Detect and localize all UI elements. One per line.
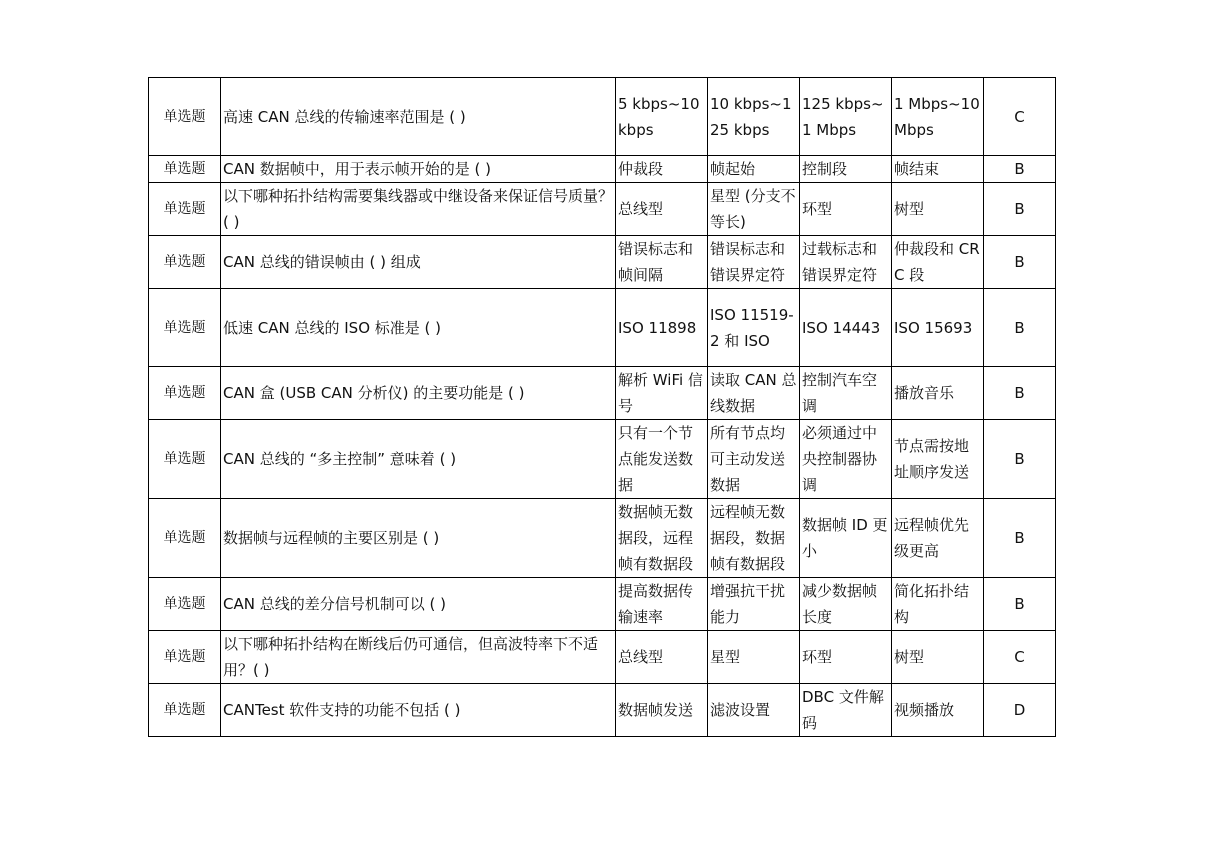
option-a-cell: 5 kbps~10 kbps xyxy=(616,78,708,156)
option-a-cell: 仲裁段 xyxy=(616,156,708,183)
option-c-cell: 控制段 xyxy=(800,156,892,183)
option-c-cell: 过载标志和错误界定符 xyxy=(800,236,892,289)
question-text-cell: CAN 总线的 “多主控制” 意味着 ( ) xyxy=(221,420,616,499)
question-text-cell: 低速 CAN 总线的 ISO 标准是 ( ) xyxy=(221,289,616,367)
option-c-cell: DBC 文件解码 xyxy=(800,684,892,737)
option-b-cell: 滤波设置 xyxy=(708,684,800,737)
answer-cell: B xyxy=(984,289,1056,367)
option-b-cell: 星型 (分支不等长) xyxy=(708,183,800,236)
table-row xyxy=(149,684,1056,737)
question-type-cell: 单选题 xyxy=(149,420,221,499)
option-c-cell: ISO 14443 xyxy=(800,289,892,367)
answer-cell: B xyxy=(984,499,1056,578)
table-row xyxy=(149,236,1056,289)
answer-cell: B xyxy=(984,183,1056,236)
question-type-cell: 单选题 xyxy=(149,183,221,236)
table-row xyxy=(149,420,1056,499)
option-d-cell: 远程帧优先级更高 xyxy=(892,499,984,578)
option-c-cell: 数据帧 ID 更小 xyxy=(800,499,892,578)
option-b-cell: 星型 xyxy=(708,631,800,684)
option-a-cell: 错误标志和帧间隔 xyxy=(616,236,708,289)
option-b-cell: 所有节点均可主动发送数据 xyxy=(708,420,800,499)
option-c-cell: 环型 xyxy=(800,183,892,236)
option-b-cell: 10 kbps~125 kbps xyxy=(708,78,800,156)
question-type-cell: 单选题 xyxy=(149,684,221,737)
answer-cell: B xyxy=(984,367,1056,420)
option-b-cell: 增强抗干扰能力 xyxy=(708,578,800,631)
question-text-cell: CAN 数据帧中，用于表示帧开始的是 ( ) xyxy=(221,156,616,183)
question-text-cell: 数据帧与远程帧的主要区别是 ( ) xyxy=(221,499,616,578)
answer-cell: B xyxy=(984,236,1056,289)
question-type-cell: 单选题 xyxy=(149,236,221,289)
option-a-cell: 解析 WiFi 信号 xyxy=(616,367,708,420)
option-b-cell: 远程帧无数据段，数据帧有数据段 xyxy=(708,499,800,578)
answer-cell: C xyxy=(984,78,1056,156)
option-b-cell: 帧起始 xyxy=(708,156,800,183)
question-type-cell: 单选题 xyxy=(149,367,221,420)
option-d-cell: 简化拓扑结构 xyxy=(892,578,984,631)
question-text-cell: CAN 盒 (USB CAN 分析仪) 的主要功能是 ( ) xyxy=(221,367,616,420)
table-row xyxy=(149,578,1056,631)
answer-cell: B xyxy=(984,420,1056,499)
answer-cell: C xyxy=(984,631,1056,684)
question-table xyxy=(148,77,1056,737)
option-a-cell: 数据帧无数据段，远程帧有数据段 xyxy=(616,499,708,578)
option-d-cell: 1 Mbps~10 Mbps xyxy=(892,78,984,156)
question-text-cell: CANTest 软件支持的功能不包括 ( ) xyxy=(221,684,616,737)
option-d-cell: 播放音乐 xyxy=(892,367,984,420)
option-c-cell: 125 kbps~1 Mbps xyxy=(800,78,892,156)
table-row xyxy=(149,499,1056,578)
table-row xyxy=(149,367,1056,420)
option-a-cell: 总线型 xyxy=(616,183,708,236)
option-d-cell: 视频播放 xyxy=(892,684,984,737)
answer-cell: B xyxy=(984,156,1056,183)
question-type-cell: 单选题 xyxy=(149,156,221,183)
option-a-cell: 只有一个节点能发送数据 xyxy=(616,420,708,499)
answer-cell: B xyxy=(984,578,1056,631)
question-type-cell: 单选题 xyxy=(149,631,221,684)
option-d-cell: 树型 xyxy=(892,183,984,236)
question-table-body xyxy=(149,78,1056,737)
question-type-cell: 单选题 xyxy=(149,289,221,367)
question-text-cell: 以下哪种拓扑结构需要集线器或中继设备来保证信号质量？( ) xyxy=(221,183,616,236)
question-text-cell: 以下哪种拓扑结构在断线后仍可通信，但高波特率下不适用？( ) xyxy=(221,631,616,684)
option-d-cell: 节点需按地址顺序发送 xyxy=(892,420,984,499)
table-row xyxy=(149,289,1056,367)
answer-cell: D xyxy=(984,684,1056,737)
option-b-cell: 错误标志和错误界定符 xyxy=(708,236,800,289)
option-d-cell: ISO 15693 xyxy=(892,289,984,367)
table-row xyxy=(149,183,1056,236)
option-c-cell: 控制汽车空调 xyxy=(800,367,892,420)
option-c-cell: 必须通过中央控制器协调 xyxy=(800,420,892,499)
table-row xyxy=(149,156,1056,183)
table-row xyxy=(149,631,1056,684)
option-b-cell: ISO 11519-2 和 ISO xyxy=(708,289,800,367)
question-type-cell: 单选题 xyxy=(149,499,221,578)
table-row xyxy=(149,78,1056,156)
option-d-cell: 树型 xyxy=(892,631,984,684)
option-d-cell: 仲裁段和 CRC 段 xyxy=(892,236,984,289)
question-type-cell: 单选题 xyxy=(149,78,221,156)
option-c-cell: 环型 xyxy=(800,631,892,684)
option-a-cell: ISO 11898 xyxy=(616,289,708,367)
option-b-cell: 读取 CAN 总线数据 xyxy=(708,367,800,420)
question-text-cell: CAN 总线的错误帧由 ( ) 组成 xyxy=(221,236,616,289)
option-a-cell: 数据帧发送 xyxy=(616,684,708,737)
option-a-cell: 总线型 xyxy=(616,631,708,684)
option-a-cell: 提高数据传输速率 xyxy=(616,578,708,631)
question-text-cell: CAN 总线的差分信号机制可以 ( ) xyxy=(221,578,616,631)
option-d-cell: 帧结束 xyxy=(892,156,984,183)
question-type-cell: 单选题 xyxy=(149,578,221,631)
option-c-cell: 减少数据帧长度 xyxy=(800,578,892,631)
question-text-cell: 高速 CAN 总线的传输速率范围是 ( ) xyxy=(221,78,616,156)
